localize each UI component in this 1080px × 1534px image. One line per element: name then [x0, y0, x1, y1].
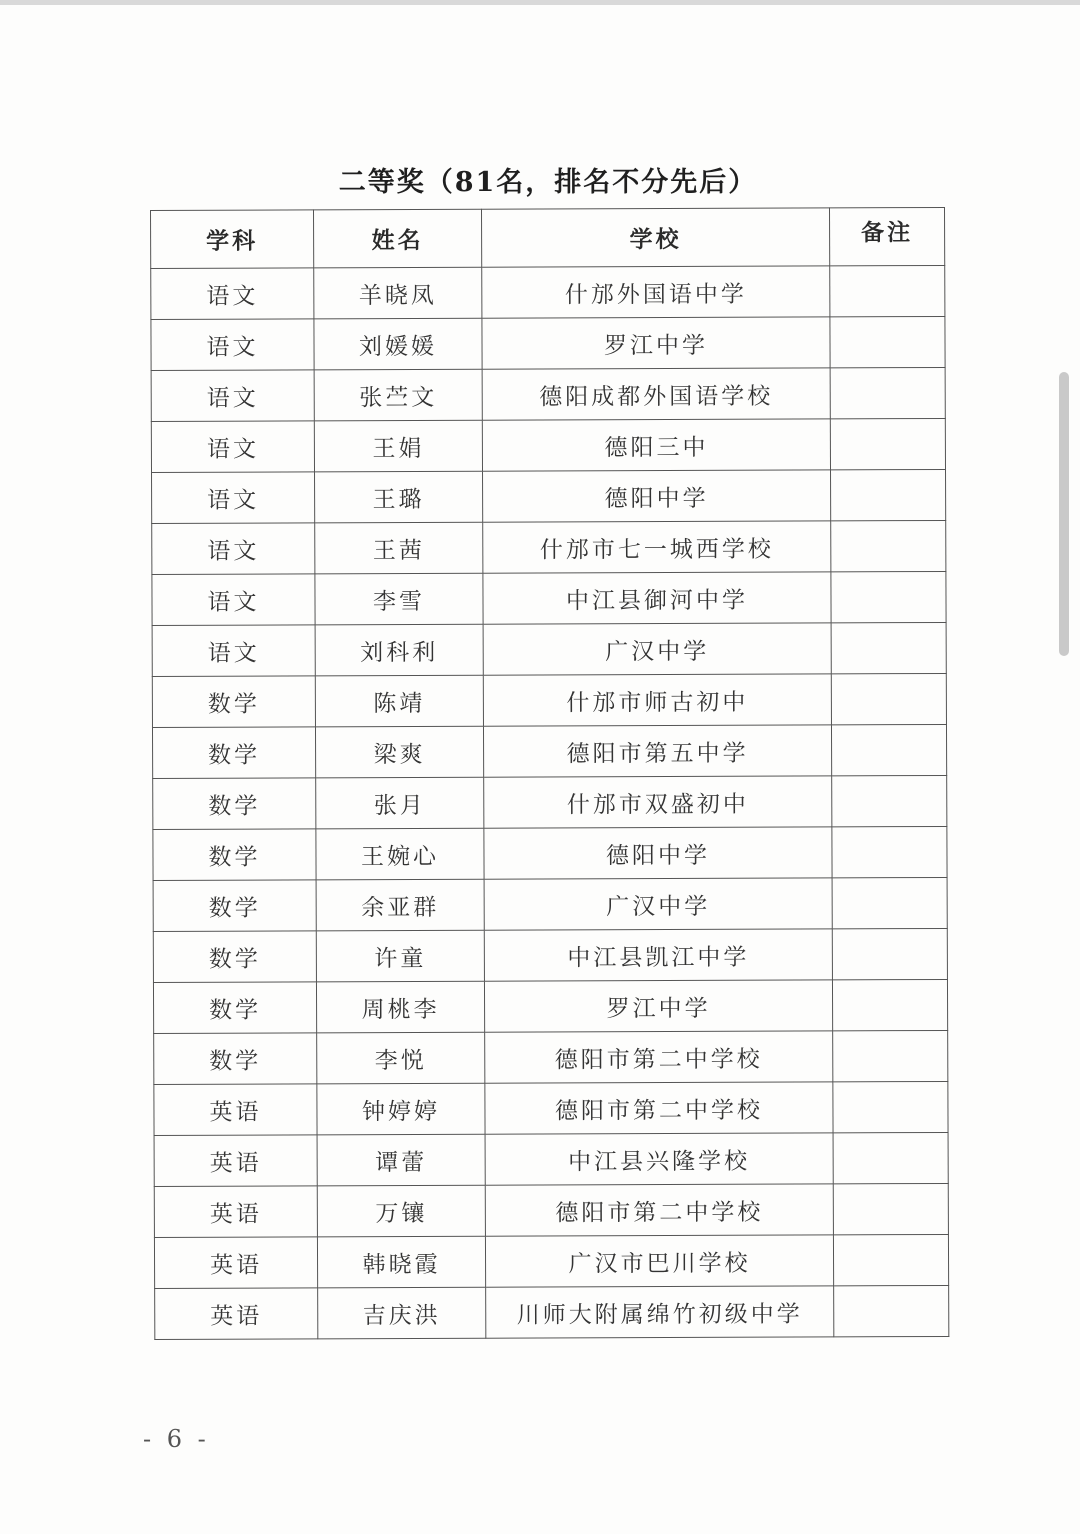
cell-name: 韩晓霞 — [317, 1236, 485, 1288]
table-row — [151, 316, 945, 370]
cell-school: 什邡市七一城西学校 — [483, 521, 831, 573]
header-subject: 学科 — [151, 210, 314, 269]
table-row — [154, 1234, 948, 1288]
cell-remark — [832, 928, 947, 979]
page-title: 二等奖（81名，排名不分先后） — [338, 167, 758, 198]
cell-name: 梁爽 — [315, 726, 483, 778]
cell-school: 德阳市第二中学校 — [485, 1031, 833, 1083]
cell-name: 张苎文 — [314, 369, 482, 421]
cell-remark — [832, 826, 947, 877]
cell-name: 李悦 — [317, 1032, 485, 1084]
table-row — [154, 1183, 948, 1237]
cell-school: 德阳中学 — [484, 827, 832, 879]
cell-subject: 英语 — [154, 1237, 317, 1289]
cell-school: 广汉中学 — [484, 878, 832, 930]
cell-school: 罗江中学 — [482, 317, 830, 369]
cell-name: 王茜 — [315, 522, 483, 574]
cell-name: 李雪 — [315, 573, 483, 625]
table-row — [154, 1132, 948, 1186]
cell-school: 德阳市第五中学 — [483, 725, 831, 777]
cell-name: 钟婷婷 — [317, 1083, 485, 1135]
cell-subject: 数学 — [153, 880, 316, 932]
cell-subject: 数学 — [153, 931, 316, 983]
table-row — [151, 265, 945, 319]
cell-remark — [833, 1183, 948, 1234]
cell-subject: 英语 — [155, 1288, 318, 1340]
cell-remark — [832, 979, 947, 1030]
header-school: 学校 — [481, 208, 829, 267]
cell-subject: 数学 — [152, 727, 315, 779]
cell-subject: 英语 — [154, 1084, 317, 1136]
cell-school: 德阳中学 — [483, 470, 831, 522]
cell-subject: 语文 — [152, 574, 315, 626]
cell-subject: 数学 — [153, 778, 316, 830]
cell-name: 陈靖 — [315, 675, 483, 727]
cell-school: 德阳市第二中学校 — [485, 1082, 833, 1134]
cell-subject: 数学 — [152, 676, 315, 728]
cell-name: 周桃李 — [316, 981, 484, 1033]
header-name: 姓名 — [314, 209, 482, 268]
cell-subject: 语文 — [151, 268, 314, 320]
cell-name: 张月 — [316, 777, 484, 829]
cell-remark — [831, 520, 946, 571]
cell-subject: 语文 — [151, 319, 314, 371]
cell-remark — [830, 418, 945, 469]
table-row — [152, 724, 946, 778]
award-table — [150, 207, 949, 1340]
cell-school: 什邡外国语中学 — [482, 266, 830, 318]
cell-remark — [830, 265, 945, 316]
cell-remark — [833, 1132, 948, 1183]
cell-remark — [832, 877, 947, 928]
table-row — [151, 418, 945, 472]
cell-subject: 数学 — [153, 829, 316, 881]
cell-name: 余亚群 — [316, 879, 484, 931]
cell-school: 德阳成都外国语学校 — [482, 368, 830, 420]
cell-subject: 数学 — [154, 1033, 317, 1085]
cell-remark — [833, 1081, 948, 1132]
cell-name: 羊晓凤 — [314, 267, 482, 319]
cell-remark — [832, 775, 947, 826]
cell-subject: 语文 — [152, 523, 315, 575]
cell-remark — [831, 571, 946, 622]
table-row — [152, 571, 946, 625]
cell-school: 广汉市巴川学校 — [485, 1235, 833, 1287]
table-row — [153, 979, 947, 1033]
cell-name: 刘科利 — [315, 624, 483, 676]
table-row — [152, 673, 946, 727]
cell-remark — [831, 673, 946, 724]
table-row — [154, 1081, 948, 1135]
table-row — [152, 469, 946, 523]
cell-name: 刘媛媛 — [314, 318, 482, 370]
cell-remark — [831, 724, 946, 775]
cell-remark — [830, 367, 945, 418]
header-remark: 备注 — [829, 207, 944, 265]
cell-school: 广汉中学 — [483, 623, 831, 675]
cell-remark — [831, 469, 946, 520]
cell-subject: 语文 — [152, 625, 315, 677]
cell-remark — [833, 1030, 948, 1081]
cell-subject: 英语 — [154, 1135, 317, 1187]
vertical-scrollbar[interactable] — [1059, 372, 1069, 656]
table-row — [152, 520, 946, 574]
page-number: - 6 - — [143, 1425, 210, 1453]
cell-remark — [830, 316, 945, 367]
table-row — [153, 877, 947, 931]
table-row — [153, 928, 947, 982]
cell-subject: 语文 — [151, 370, 314, 422]
cell-school: 什邡市双盛初中 — [484, 776, 832, 828]
cell-remark — [834, 1285, 949, 1336]
cell-school: 中江县凯江中学 — [484, 929, 832, 981]
table-row — [152, 622, 946, 676]
cell-name: 吉庆洪 — [318, 1287, 486, 1339]
table-header-row — [151, 207, 945, 268]
cell-school: 川师大附属绵竹初级中学 — [486, 1286, 834, 1338]
table-row — [153, 826, 947, 880]
cell-name: 谭蕾 — [317, 1134, 485, 1186]
cell-name: 王婉心 — [316, 828, 484, 880]
table-row — [154, 1030, 948, 1084]
cell-school: 中江县兴隆学校 — [485, 1133, 833, 1185]
cell-school: 罗江中学 — [484, 980, 832, 1032]
cell-name: 王娟 — [314, 420, 482, 472]
cell-name: 万镶 — [317, 1185, 485, 1237]
cell-subject: 语文 — [152, 472, 315, 524]
cell-school: 德阳三中 — [482, 419, 830, 471]
cell-name: 王璐 — [315, 471, 483, 523]
cell-remark — [833, 1234, 948, 1285]
cell-subject: 语文 — [151, 421, 314, 473]
cell-subject: 数学 — [153, 982, 316, 1034]
cell-remark — [831, 622, 946, 673]
cell-school: 什邡市师古初中 — [483, 674, 831, 726]
cell-subject: 英语 — [154, 1186, 317, 1238]
cell-school: 德阳市第二中学校 — [485, 1184, 833, 1236]
cell-name: 许童 — [316, 930, 484, 982]
table-row — [155, 1285, 949, 1339]
table-row — [153, 775, 947, 829]
table-row — [151, 367, 945, 421]
cell-school: 中江县御河中学 — [483, 572, 831, 624]
